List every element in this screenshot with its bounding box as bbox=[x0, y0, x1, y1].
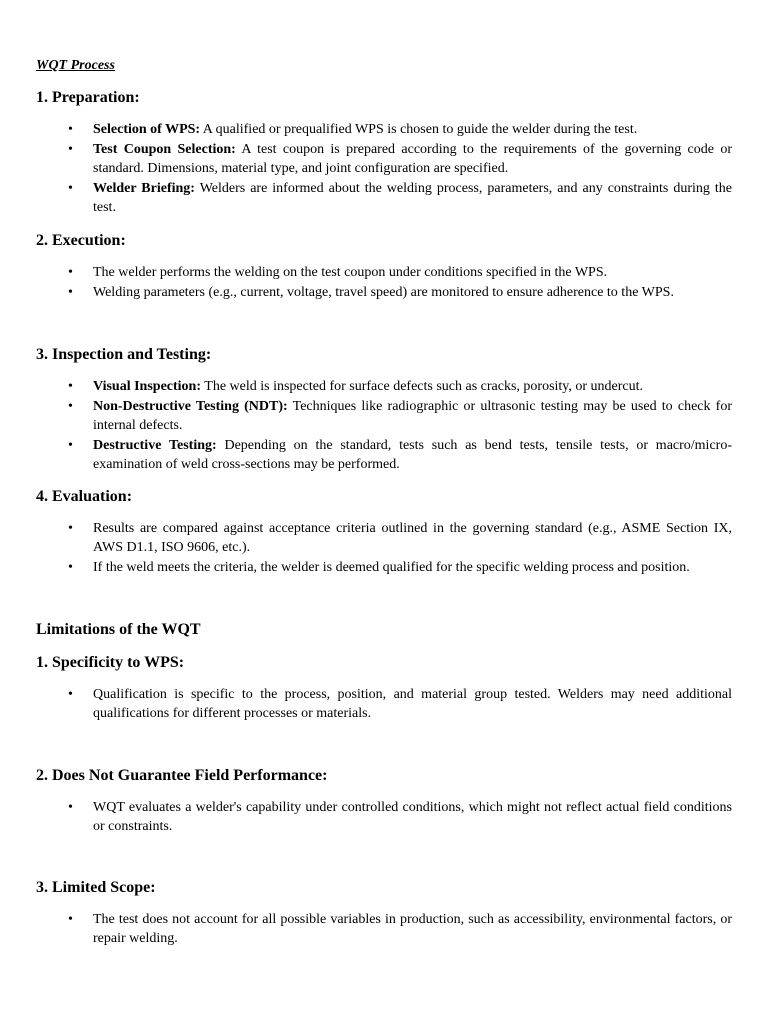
limitations-title: Limitations of the WQT bbox=[36, 621, 201, 638]
item-text: Qualification is specific to the process, position, and material group tested. Welders may need additional qualifications for different processes or materials. bbox=[93, 687, 732, 721]
item-text: Techniques like radiographic or ultrasonic testing may be used to check for internal defects. bbox=[93, 399, 733, 433]
list-item bbox=[36, 558, 732, 577]
list-item bbox=[36, 798, 732, 836]
item-text: Depending on the standard, tests such as bend tests, tensile tests, or macro/micro-examination of weld cross-sections may be performed. bbox=[93, 438, 732, 472]
item-label: Destructive Testing: bbox=[93, 438, 217, 453]
list-item bbox=[36, 685, 732, 723]
limitation-heading-field-performance: 2. Does Not Guarantee Field Performance: bbox=[36, 767, 328, 784]
item-label: Selection of WPS: bbox=[93, 122, 201, 137]
item-label: Non-Destructive Testing (NDT): bbox=[93, 399, 288, 414]
item-label: Visual Inspection: bbox=[93, 379, 202, 394]
item-text: Welders are informed about the welding process, parameters, and any constraints during the test. bbox=[93, 181, 732, 215]
item-text: If the weld meets the criteria, the welder is deemed qualified for the specific welding process and position. bbox=[93, 560, 690, 575]
section-heading-execution: 2. Execution: bbox=[36, 232, 126, 249]
specificity-list bbox=[36, 685, 732, 724]
list-item bbox=[36, 283, 732, 302]
list-item bbox=[36, 910, 732, 948]
limitation-heading-specificity: 1. Specificity to WPS: bbox=[36, 654, 185, 671]
list-item bbox=[36, 436, 732, 474]
item-label: Test Coupon Selection: bbox=[93, 142, 236, 157]
item-text: Results are compared against acceptance criteria outlined in the governing standard (e.g., ASME Section IX, AWS D1.1, ISO 9606, etc.). bbox=[93, 521, 732, 555]
item-text: A test coupon is prepared according to the requirements of the governing code or standard. Dimensions, material type, and joint configuration are specified. bbox=[93, 142, 732, 176]
list-item bbox=[36, 397, 732, 435]
item-text: WQT evaluates a welder's capability under controlled conditions, which might not reflect actual field conditions or constraints. bbox=[93, 800, 732, 834]
item-text: The weld is inspected for surface defects such as cracks, porosity, or undercut. bbox=[201, 379, 644, 394]
section-heading-evaluation: 4. Evaluation: bbox=[36, 488, 133, 505]
list-item bbox=[36, 120, 732, 139]
section-heading-inspection: 3. Inspection and Testing: bbox=[36, 346, 212, 363]
evaluation-list bbox=[36, 519, 732, 578]
list-item bbox=[36, 263, 732, 282]
limitation-heading-scope: 3. Limited Scope: bbox=[36, 879, 156, 896]
field-performance-list bbox=[36, 798, 732, 837]
item-text: The test does not account for all possible variables in production, such as accessibility, environmental factors, or repair welding. bbox=[93, 912, 732, 946]
list-item bbox=[36, 377, 732, 396]
scope-list bbox=[36, 910, 732, 949]
list-item bbox=[36, 140, 732, 178]
item-label: Welder Briefing: bbox=[93, 181, 195, 196]
item-text: The welder performs the welding on the test coupon under conditions specified in the WPS. bbox=[93, 265, 608, 280]
inspection-list bbox=[36, 377, 732, 475]
item-text: A qualified or prequalified WPS is chosen to guide the welder during the test. bbox=[200, 122, 638, 137]
preparation-list bbox=[36, 120, 732, 218]
document-title: WQT Process bbox=[36, 58, 115, 73]
list-item bbox=[36, 519, 732, 557]
item-text: Welding parameters (e.g., current, voltage, travel speed) are monitored to ensure adherence to the WPS. bbox=[93, 285, 674, 300]
section-heading-preparation: 1. Preparation: bbox=[36, 89, 140, 106]
list-item bbox=[36, 179, 732, 217]
execution-list bbox=[36, 263, 732, 303]
